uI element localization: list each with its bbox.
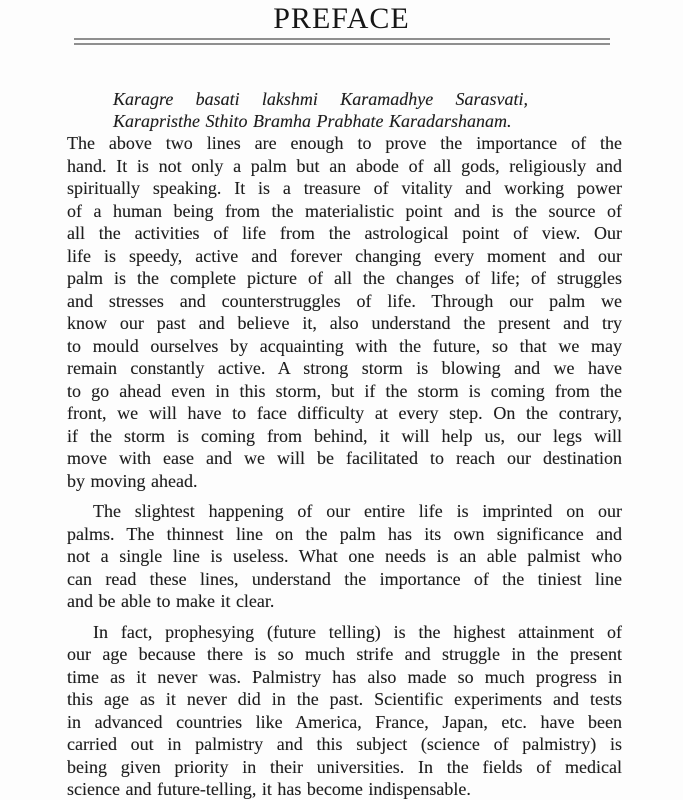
text-line: spiritually speaking. It is a treasure of vitality and working power (67, 178, 622, 198)
title-divider-rule (74, 38, 610, 45)
text-line: carried out in palmistry and this subject (science of palmistry) is (67, 734, 622, 754)
text-line: life is speedy, active and forever changing every moment and our (67, 245, 622, 266)
text-line: being given priority in their universities. In the fields of medical (67, 756, 622, 777)
text-line: in advanced countries like America, France, Japan, etc. have been (67, 711, 622, 732)
page-title: PREFACE (273, 2, 410, 35)
text-line: In fact, prophesying (future telling) is the highest attainment of (93, 621, 622, 642)
text-line: The above two lines are enough to prove the importance of the (67, 133, 622, 153)
text-line: not a single line is useless. What one needs is an able palmist who (67, 546, 622, 566)
text-line: know our past and believe it, also understand the present and try (67, 313, 622, 333)
text-line: our age because there is so much strife and struggle in the present (67, 644, 622, 664)
text-line: palms. The thinnest line on the palm has its own significance and (67, 523, 622, 544)
text-line: hand. It is not only a palm but an abode of all gods, religiously and (67, 155, 622, 176)
text-line: of a human being from the materialistic point and is the source of (67, 200, 622, 221)
text-line: to go ahead even in this storm, but if the storm is coming from the (67, 380, 622, 401)
page-content (67, 88, 622, 800)
text-line: time as it never was. Palmistry has also made so much progress in (67, 666, 622, 687)
paragraph (67, 621, 622, 800)
text-line: move with ease and we will be facilitated to reach our destination (67, 448, 622, 468)
text-line: this age as it never did in the past. Scientific experiments and tests (67, 689, 622, 709)
verse-line: Karapristhe Sthito Bramha Prabhate Karadarshanam. (113, 111, 512, 131)
text-line: remain constantly active. A strong storm is blowing and we have (67, 358, 622, 378)
text-line: and be able to make it clear. (67, 591, 275, 611)
paragraph (67, 132, 622, 492)
text-line: to mould ourselves by acquainting with the future, so that we may (67, 335, 622, 356)
text-line: if the storm is coming from behind, it will help us, our legs will (67, 425, 622, 446)
text-line: all the activities of life from the astrological point of view. Our (67, 223, 622, 243)
text-line: can read these lines, understand the importance of the tiniest line (67, 568, 622, 589)
paragraph (67, 500, 622, 613)
text-line: front, we will have to face difficulty at every step. On the contrary, (67, 403, 622, 423)
text-line: and stresses and counterstruggles of life. Through our palm we (67, 290, 622, 311)
text-line: science and future-telling, it has become indispensable. (67, 779, 471, 799)
text-line: The slightest happening of our entire life is imprinted on our (93, 501, 622, 521)
text-line: palm is the complete picture of all the changes of life; of struggles (67, 268, 622, 288)
text-line: by moving ahead. (67, 470, 198, 491)
verse-line: Karagre basati lakshmi Karamadhye Sarasvati, (113, 89, 528, 109)
sanskrit-verse (113, 88, 528, 132)
